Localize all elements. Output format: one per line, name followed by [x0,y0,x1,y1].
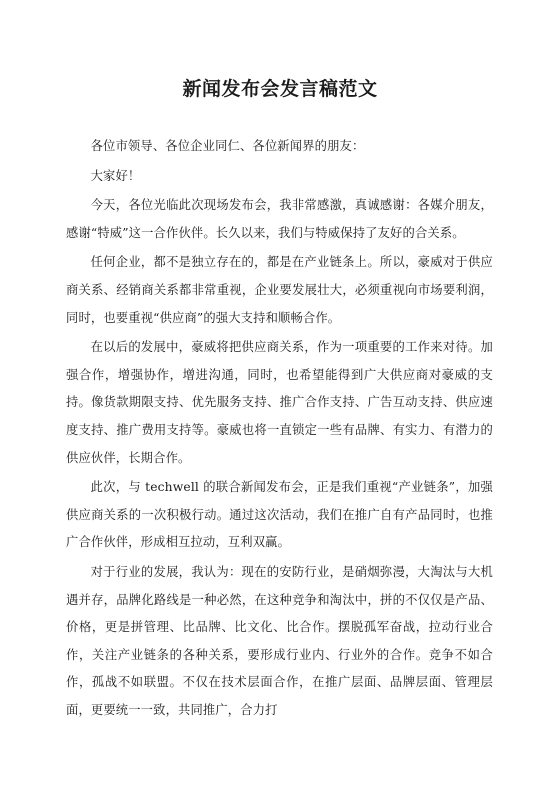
salutation-paragraph: 各位市领导、各位企业同仁、各位新闻界的朋友： [90,139,365,153]
greeting-paragraph: 大家好！ [90,168,141,183]
industry-development-paragraph: 对于行业的发展，我认为：现在的安防行业，是硝烟弥漫，大淘汰与大机遇并存，品牌化路线是一种必然，在这种竞争和淘汰中，拼的不仅仅是产品、价格，更是拼管理、比品牌、比文化、比合作。摆脱孤军奋战，拉动行业合作，关注产业链条的各种关系，要形成行业内、行业外的合作。竞争不如合作，孤战不如联盟。不仅在技术层面合作，在推广层面、品牌层面、管理层面，更要统一一致，共同推广，合力打 [66,564,493,717]
document-body [66,133,493,726]
techwell-paragraph: 此次，与 techwell 的联合新闻发布会，正是我们重视“产业链条”，加强供应商关系的一次积极行动。通过这次活动，我们在推广自有产品同时，也推广合作伙伴，形成相互拉动，互利双赢。 [66,480,493,550]
thanks-paragraph: 今天，各位光临此次现场发布会，我非常感激，真诚感谢：各媒介朋友，感谢“特威”这一合作伙伴。长久以来，我们与特威保持了友好的合关系。 [66,198,493,240]
supplier-relations-paragraph: 在以后的发展中，豪威将把供应商关系，作为一项重要的工作来对待。加强合作，增强协作，增进沟通，同时，也希望能得到广大供应商对豪威的支持。像货款期限支持、优先服务支持、推广合作支持、广告互动支持、供应速度支持、推广费用支持等。豪威也将一直锁定一些有品牌、有实力、有潜力的供应伙伴，长期合作。 [66,340,493,465]
document-title: 新闻发布会发言稿范文 [182,78,378,100]
industry-chain-paragraph: 任何企业，都不是独立存在的，都是在产业链条上。所以，豪威对于供应商关系、经销商关系都非常重视，企业要发展壮大，必须重视向市场要利润，同时，也要重视“供应商”的强大支持和顺畅合作。 [66,255,493,325]
